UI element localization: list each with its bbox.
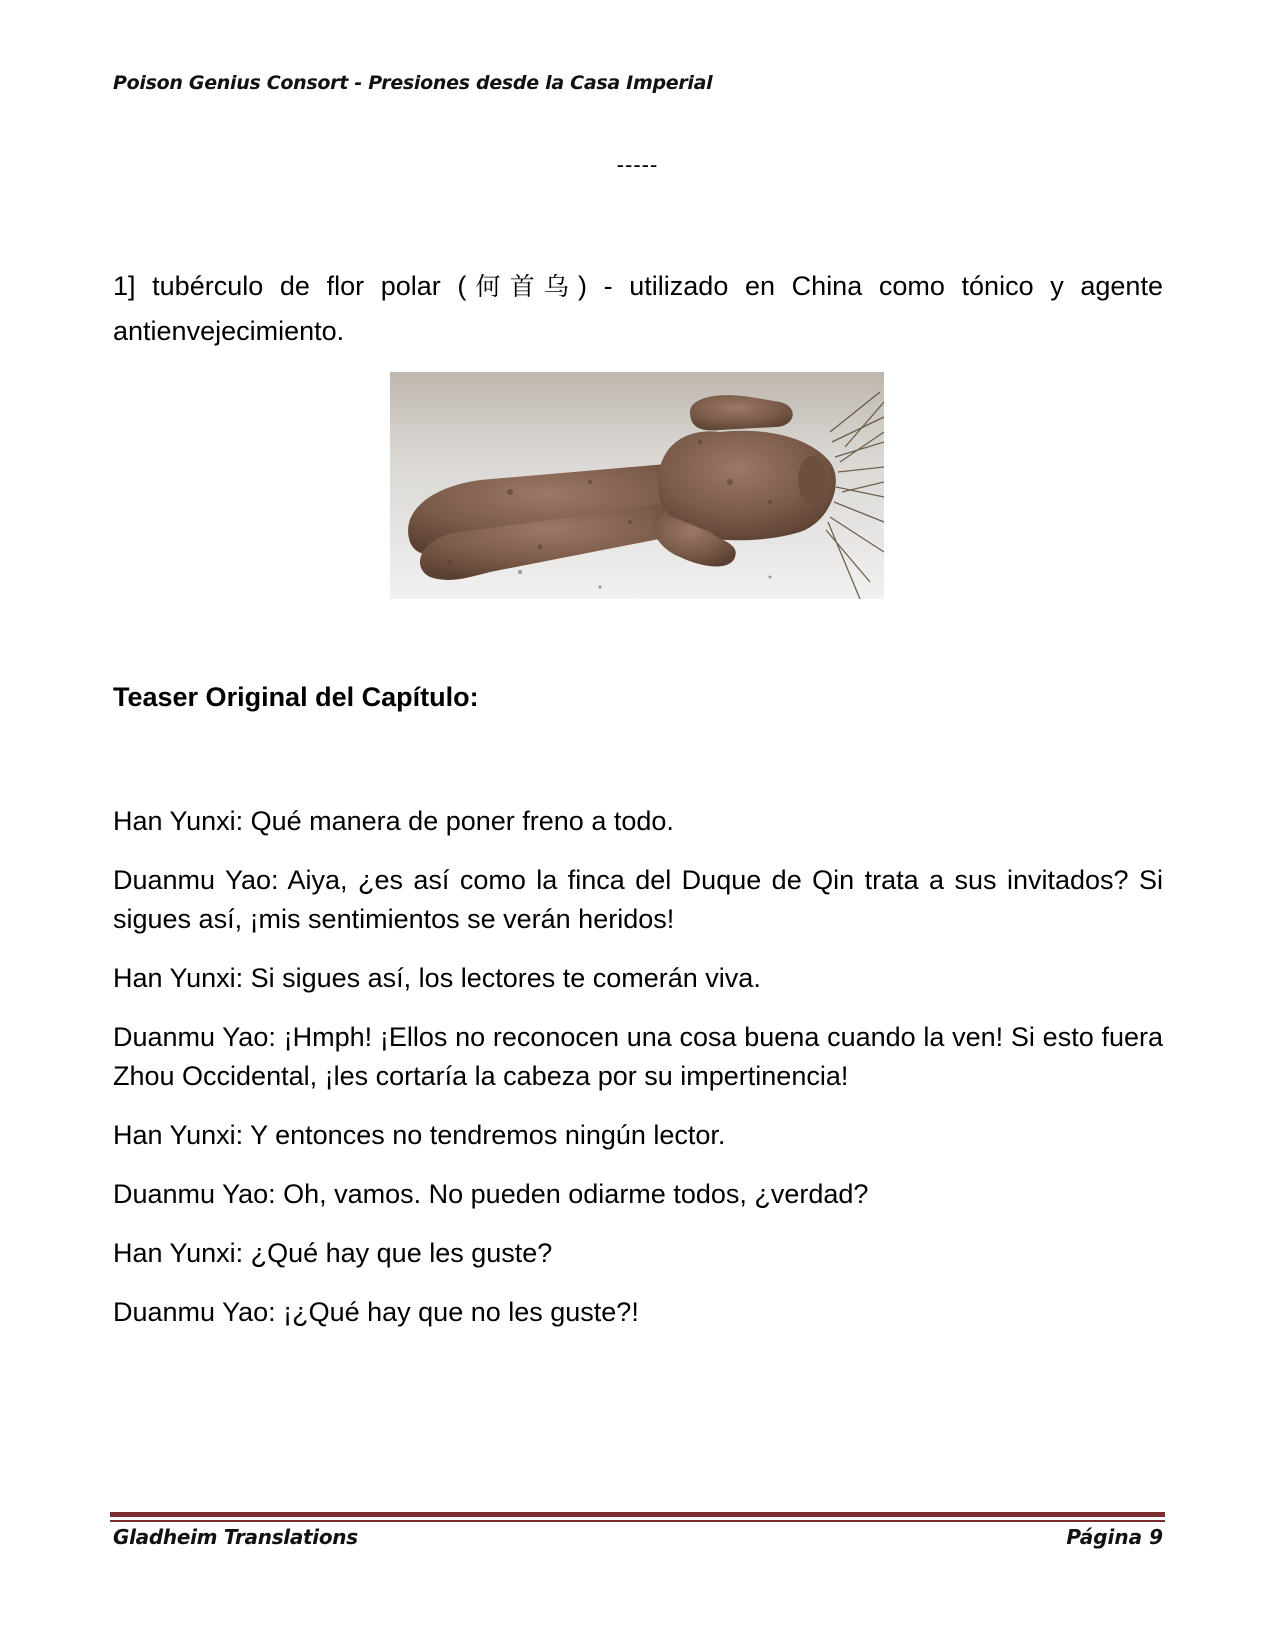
footnote-cjk-term: 何首乌: [466, 272, 578, 301]
dialogue-line: Duanmu Yao: ¡Hmph! ¡Ellos no reconocen una cosa buena cuando la ven! Si esto fuera Zhou Occidental, ¡les cortaría la cabeza por su impertinencia!: [113, 1022, 1163, 1091]
dialogue-line: Han Yunxi: ¿Qué hay que les guste?: [113, 1238, 553, 1268]
footer-divider: [110, 1512, 1165, 1517]
dialogue-block: [113, 802, 1163, 1352]
dialogue-line: Han Yunxi: Si sigues así, los lectores te comerán viva.: [113, 963, 761, 993]
dialogue-line: Han Yunxi: Y entonces no tendremos ningún lector.: [113, 1120, 726, 1150]
tuber-photo: [390, 372, 884, 599]
footnote-text-before: 1] tubérculo de flor polar (: [113, 271, 467, 301]
footer-publisher: Gladheim Translations: [113, 1525, 358, 1549]
footer-divider-thin: [110, 1520, 1165, 1522]
page-header: Poison Genius Consort - Presiones desde la Casa Imperial: [113, 72, 713, 94]
page-number: Página 9: [1066, 1525, 1163, 1549]
footnote: [113, 264, 1163, 353]
footnote-text-after: ) - utilizado en China como tónico y agente antienvejecimiento.: [113, 271, 1163, 346]
section-title: Teaser Original del Capítulo:: [113, 682, 479, 712]
dialogue-line: Duanmu Yao: Oh, vamos. No pueden odiarme todos, ¿verdad?: [113, 1179, 869, 1209]
dialogue-line: Duanmu Yao: Aiya, ¿es así como la finca del Duque de Qin trata a sus invitados? Si sigues así, ¡mis sentimientos se verán heridos!: [113, 865, 1163, 934]
dialogue-line: Han Yunxi: Qué manera de poner freno a todo.: [113, 806, 674, 836]
section-separator: -----: [616, 152, 659, 177]
dialogue-line: Duanmu Yao: ¡¿Qué hay que no les guste?!: [113, 1297, 639, 1327]
